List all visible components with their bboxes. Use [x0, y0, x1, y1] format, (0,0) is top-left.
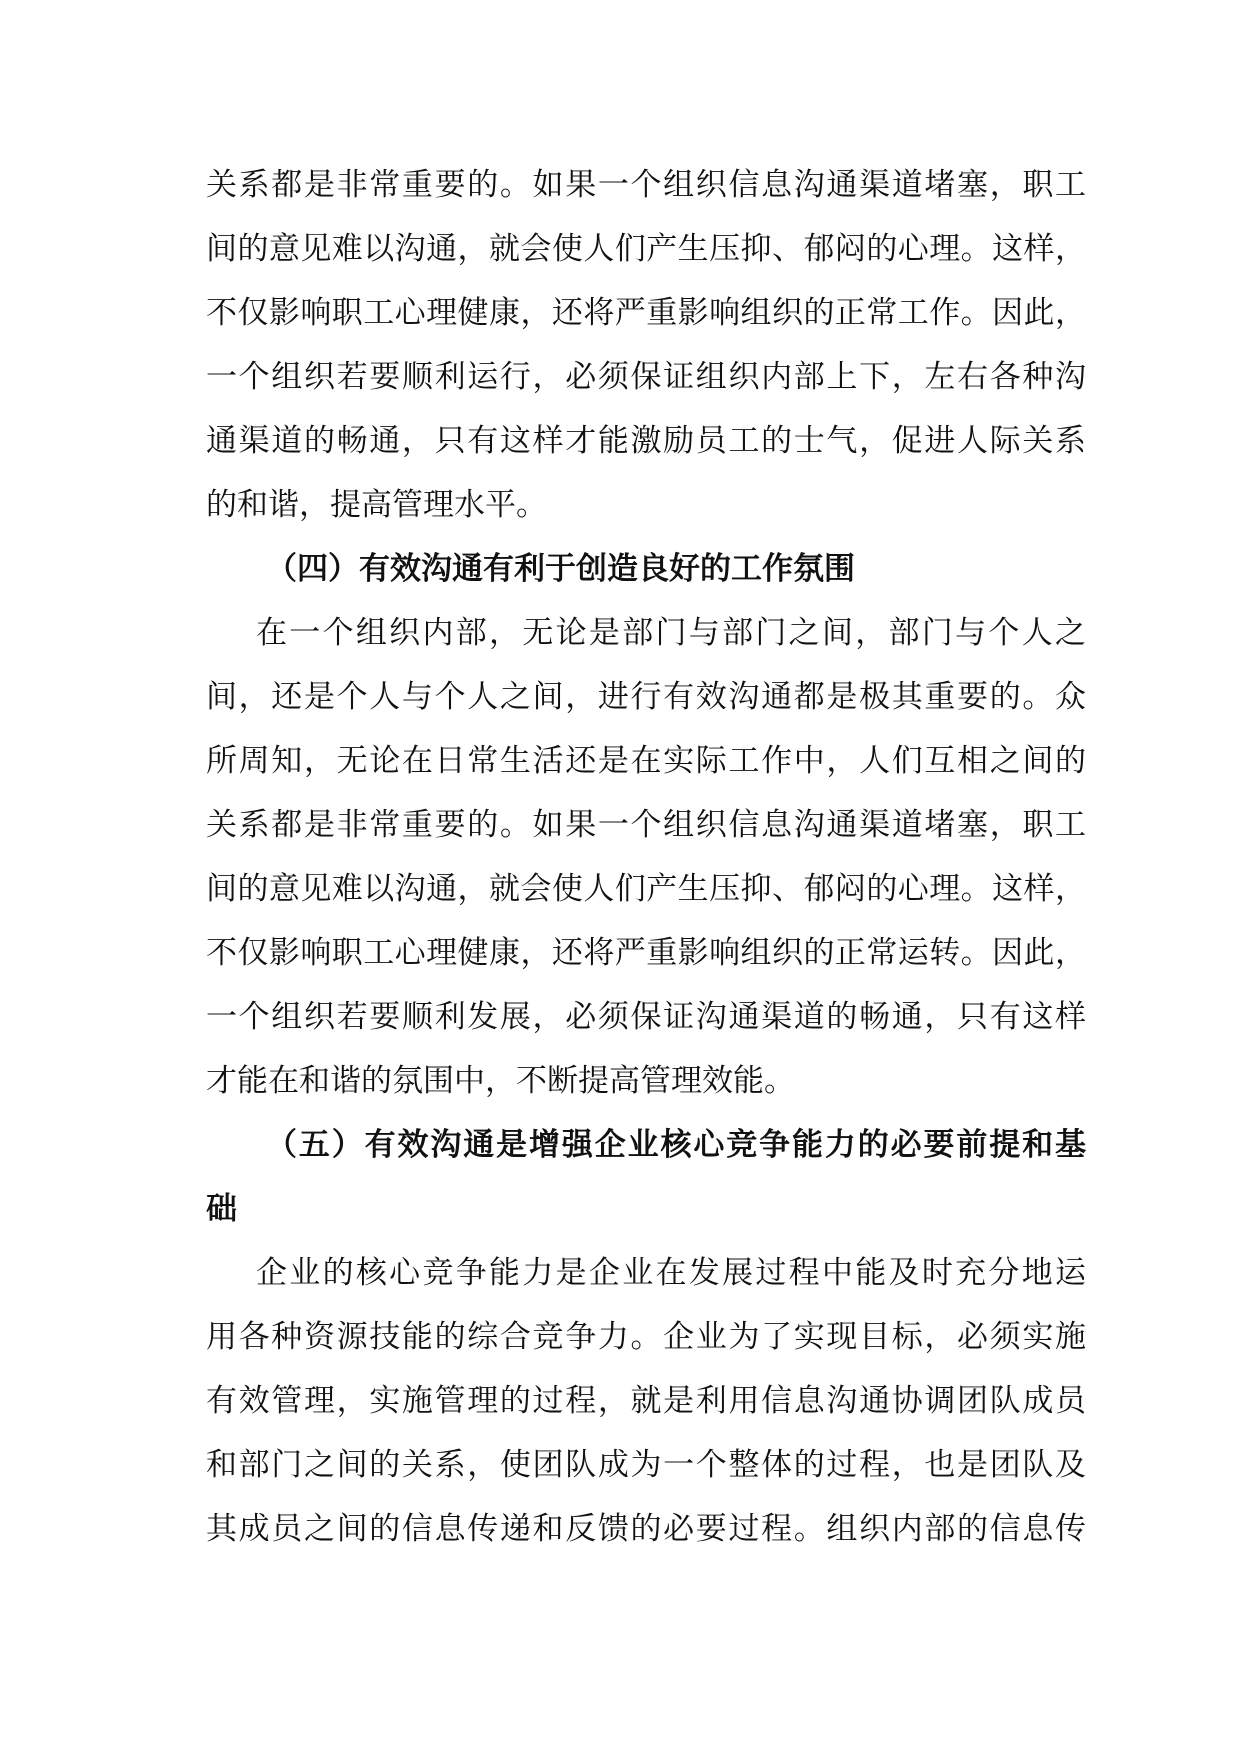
- text-line: 有效管理，实施管理的过程，就是利用信息沟通协调团队成员: [206, 1383, 1086, 1419]
- text-line: 一个组织若要顺利发展，必须保证沟通渠道的畅通，只有这样: [206, 999, 1086, 1035]
- text-line: 才能在和谐的氛围中，不断提高管理效能。: [206, 1063, 795, 1099]
- text-line: 用各种资源技能的综合竞争力。企业为了实现目标，必须实施: [206, 1319, 1086, 1355]
- text-line: 间的意见难以沟通，就会使人们产生压抑、郁闷的心理。这样，: [206, 231, 1086, 267]
- paragraph-start: 在一个组织内部，无论是部门与部门之间，部门与个人之: [256, 615, 1086, 651]
- section-heading-4: （四）有效沟通有利于创造良好的工作氛围: [266, 551, 855, 587]
- text-line: 不仅影响职工心理健康，还将严重影响组织的正常工作。因此，: [206, 295, 1086, 331]
- paragraph-start: 企业的核心竞争能力是企业在发展过程中能及时充分地运: [256, 1255, 1086, 1291]
- text-line: 间，还是个人与个人之间，进行有效沟通都是极其重要的。众: [206, 679, 1086, 715]
- text-line: 的和谐，提高管理水平。: [206, 487, 547, 523]
- text-line: 间的意见难以沟通，就会使人们产生压抑、郁闷的心理。这样，: [206, 871, 1086, 907]
- text-line: 通渠道的畅通，只有这样才能激励员工的士气，促进人际关系: [206, 423, 1086, 459]
- section-heading-5-cont: 础: [206, 1191, 237, 1227]
- text-line: 其成员之间的信息传递和反馈的必要过程。组织内部的信息传: [206, 1511, 1086, 1547]
- text-line: 关系都是非常重要的。如果一个组织信息沟通渠道堵塞，职工: [206, 807, 1086, 843]
- text-line: 和部门之间的关系，使团队成为一个整体的过程，也是团队及: [206, 1447, 1086, 1483]
- text-line: 一个组织若要顺利运行，必须保证组织内部上下，左右各种沟: [206, 359, 1086, 395]
- text-line: 关系都是非常重要的。如果一个组织信息沟通渠道堵塞，职工: [206, 167, 1086, 203]
- text-line: 不仅影响职工心理健康，还将严重影响组织的正常运转。因此，: [206, 935, 1086, 971]
- document-body: [206, 153, 1086, 1561]
- section-heading-5: （五）有效沟通是增强企业核心竞争能力的必要前提和基: [266, 1127, 1086, 1163]
- text-line: 所周知，无论在日常生活还是在实际工作中，人们互相之间的: [206, 743, 1086, 779]
